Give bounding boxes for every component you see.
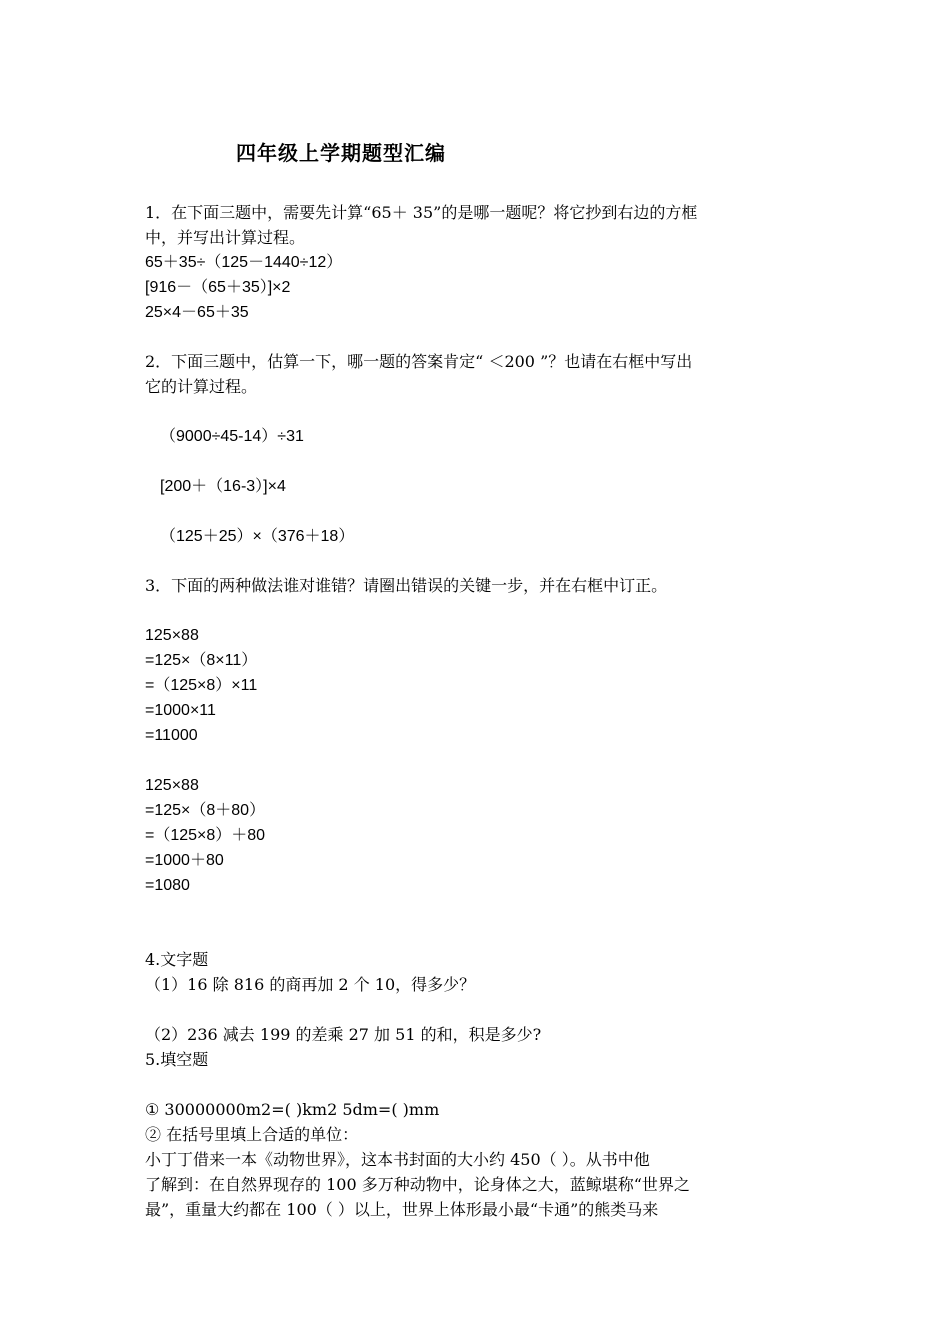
- q3-method-a-step: =125×（8×11）: [145, 652, 258, 669]
- q1-prompt-line2: 中，并写出计算过程。: [145, 228, 306, 247]
- q5-item-1: ① 30000000m2=( )km2 5dm=( )mm: [145, 1100, 440, 1119]
- q1-prompt-line1: 1．在下面三题中，需要先计算“65＋ 35”的是哪一题呢？将它抄到右边的方框: [145, 203, 698, 222]
- q3-method-a-step: 125×88: [145, 627, 199, 644]
- q5-heading: 5.填空题: [145, 1050, 209, 1069]
- q2-prompt-line1: 2．下面三题中，估算一下，哪一题的答案肯定“ ＜200 ”？也请在右框中写出: [145, 352, 693, 371]
- q5-paragraph-line3: 最”，重量大约都在 100（ ）以上，世界上体形最小最“卡通”的熊类马来: [145, 1200, 659, 1219]
- q2-option-3: （125＋25）×（376＋18）: [160, 528, 355, 545]
- q3-method-b-step: =1000＋80: [145, 852, 224, 869]
- q2-option-2: [200＋（16-3）]×4: [160, 478, 286, 495]
- q5-item-2: ② 在括号里填上合适的单位：: [145, 1125, 359, 1144]
- q3-method-a-step: =11000: [145, 727, 198, 744]
- q5-paragraph-line2: 了解到：在自然界现存的 100 多万种动物中，论身体之大，蓝鲸堪称“世界之: [145, 1175, 690, 1194]
- q3-method-b-step: 125×88: [145, 777, 199, 794]
- q3-method-b-step: =125×（8＋80）: [145, 802, 266, 819]
- q3-prompt: 3．下面的两种做法谁对谁错？请圈出错误的关键一步，并在右框中订正。: [145, 576, 668, 595]
- q1-option-3: 25×4－65＋35: [145, 304, 249, 321]
- q3-method-b-step: =1080: [145, 877, 190, 894]
- q1-option-2: [916－（65＋35）]×2: [145, 279, 291, 296]
- q3-method-a-step: =1000×11: [145, 702, 216, 719]
- q4-item-1: （1）16 除 816 的商再加 2 个 10，得多少？: [145, 975, 476, 994]
- q3-method-a-step: =（125×8）×11: [145, 677, 258, 694]
- q2-prompt-line2: 它的计算过程。: [145, 377, 258, 396]
- q1-option-1: 65＋35÷（125－1440÷12）: [145, 254, 343, 271]
- q4-heading: 4.文字题: [145, 950, 209, 969]
- q2-option-1: （9000÷45-14）÷31: [160, 428, 304, 445]
- q4-item-2: （2）236 减去 199 的差乘 27 加 51 的和，积是多少?: [145, 1025, 542, 1044]
- page-title: 四年级上学期题型汇编: [236, 141, 446, 165]
- q3-method-b-step: =（125×8）＋80: [145, 827, 266, 844]
- q5-paragraph-line1: 小丁丁借来一本《动物世界》，这本书封面的大小约 450（ ）。从书中他: [145, 1150, 650, 1169]
